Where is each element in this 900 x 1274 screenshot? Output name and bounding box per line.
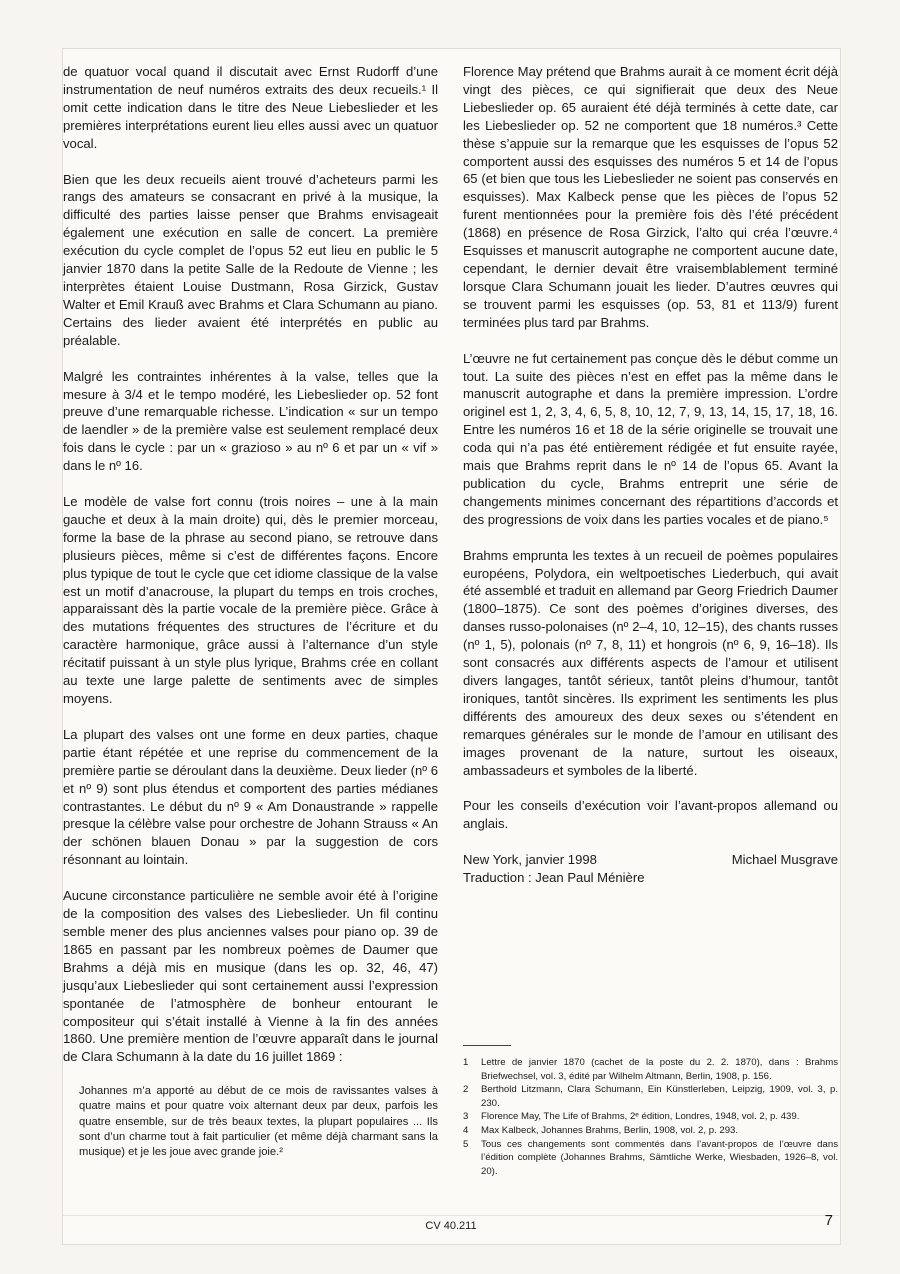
footnote-text: Lettre de janvier 1870 (cachet de la poste du 2. 2. 1870), dans : Brahms Briefwechsel, vol. 3, édité par Wilhelm Altmann, Berlin, 1908, p. 156. — [481, 1057, 838, 1082]
author-name: Michael Musgrave — [731, 852, 838, 868]
footnote-number: 1 — [463, 1057, 469, 1068]
footnote-number: 2 — [463, 1084, 469, 1096]
paragraph: L’œuvre ne fut certainement pas conçue dès le début comme un tout. La suite des pièces n’est en effet pas la même dans le manuscrit autographe et dans la première impression. L’ordre originel est 1, 2, 3, 4, 6, 5, 8, 10, 12, 7, 9, 13, 14, 15, 17, 18, 16. Entre les numéros 16 et 18 de la série originelle se trouvait une coda qui n’a pas été entièrement rédigée et fut ensuite rayée, mais que Brahms reprit dans le nº 14 de l’opus 65. Avant la publication du cycle, Brahms entreprit une série de changements minimes concernant des répartitions d’accords et des progressions de voix dans les parties vocales et de piano.⁵ — [463, 350, 838, 527]
footnote-number: 4 — [463, 1124, 469, 1136]
paragraph: Malgré les contraintes inhérentes à la valse, telles que la mesure à 3/4 et le tempo modéré, les Liebeslieder op. 52 font preuve d’une remarquable richesse. L’indication « sur un tempo de laendler » de la première valse est seulement remplacé deux fois dans le cycle : par un « grazioso » au nº 6 et par un « vif » dans le nº 16. — [63, 368, 438, 474]
footnote — [463, 1124, 838, 1138]
footnote — [463, 1083, 838, 1110]
footnote-text: Max Kalbeck, Johannes Brahms, Berlin, 1908, vol. 2, p. 293. — [481, 1124, 739, 1136]
footnote-number: 5 — [463, 1138, 469, 1150]
footnote-divider — [463, 1045, 511, 1046]
paragraph: Brahms emprunta les textes à un recueil de poèmes populaires européens, Polydora, ein weltpoetisches Liederbuch, qui avait été assemblé et traduit en allemand par Georg Friedrich Daumer (1800–1875). Ce sont des poèmes d’origines diverses, des danses russo-polonaises (nº 2–4, 10, 12–15), des chants russes (nº 1, 5), polonais (nº 7, 8, 11) et hongrois (nº 6, 9, 16–18). Ils sont consacrés aux différents aspects de l’amour et utilisent divers langages, tantôt sérieux, tantôt pleins d’humour, tantôt ironiques, tantôt sincères. Ils expriment les sentiments les plus différents des amoureux des deux sexes ou s’étendent en remarques générales sur le monde de l’amour en utilisant des images provenant de la nature, surtout les oiseaux, ambassadeurs et symboles de la liberté. — [463, 547, 838, 778]
footnotes — [463, 1045, 838, 1178]
footnote — [463, 1056, 838, 1083]
place-date: New York, janvier 1998 — [463, 852, 597, 868]
catalog-number: CV 40.211 — [425, 1220, 477, 1232]
footnote-text: Florence May, The Life of Brahms, 2ᵉ édition, Londres, 1948, vol. 2, p. 439. — [481, 1111, 800, 1123]
footnote — [463, 1110, 838, 1124]
paragraph: Aucune circonstance particulière ne semble avoir été à l’origine de la composition des valses des Liebeslieder. Un fil continu semble mener des plus anciennes valses pour piano op. 39 de 1865 en passant par les nombreux poèmes de Daumer que Brahms a déjà mis en musique (dans les op. 32, 46, 47) jusqu’aux Liebeslieder qui sont certainement aussi l’expression spontanée de l’atmosphère de bonheur entourant le compositeur qui s’était installé à Vienne à la fin des années 1860. Une première mention de l’œuvre apparaît dans le journal de Clara Schumann à la date du 16 juillet 1869 : — [63, 888, 438, 1065]
page-footer — [63, 1212, 839, 1242]
footnote-number: 3 — [463, 1111, 469, 1123]
page-number: 7 — [824, 1212, 833, 1229]
paragraph: Pour les conseils d’exécution voir l’avant-propos allemand ou anglais. — [463, 798, 838, 832]
left-column — [63, 63, 438, 1160]
translation-credit: Traduction : Jean Paul Ménière — [463, 870, 645, 886]
signature-line — [463, 851, 838, 869]
paragraph: Bien que les deux recueils aient trouvé d’acheteurs parmi les rangs des amateurs se consacrant en privé à la musique, la difficulté des parties laisse penser que Brahms envisageait également une exécution en salle de concert. La première exécution du cycle complet de l’opus 52 eut lieu en public le 5 janvier 1870 dans la petite Salle de la Redoute de Vienne ; les interprètes étaient Louise Dustmann, Rosa Girzick, Gustav Walter et Emil Krauß avec Brahms et Clara Schumann au piano. Certains des lieder avaient été interprétés en public au préalable. — [63, 171, 438, 348]
footnote-text: Tous ces changements sont commentés dans l’avant-propos de l’œuvre dans l’édition complète (Johannes Brahms, Sämtliche Werke, Wiesbaden, 1926–8, vol. 20). — [481, 1138, 838, 1177]
paragraph: Florence May prétend que Brahms aurait à ce moment écrit déjà vingt des pièces, ce qui signifierait que deux des Neue Liebeslieder op. 65 auraient été déjà terminés à cette date, car les Liebeslieder op. 52 ne comportent que 18 numéros.³ Cette thèse s’appuie sur la remarque que les esquisses de l’opus 52 comportent aussi des esquisses des numéros 5 et 14 de l’opus 65 (et bien que tous les Liebeslieder ne soient pas conservés en esquisses). Max Kalbeck pense que les pièces de l’opus 52 furent mentionnées pour la première fois dès l’été précédent (1868) en présence de Rosa Girzick, l’alto qui créa l’œuvre.⁴ Esquisses et manuscrit autographe ne comportent aucune date, cependant, le dernier devait être vraisemblablement terminé lorsque Clara Schumann jouait les lieder. D’autres œuvres qui se trouvent parmi les esquisses (op. 53, 81 et 113/9) furent terminées plus tard par Brahms. — [463, 64, 838, 330]
paragraph: de quatuor vocal quand il discutait avec Ernst Rudorff d’une instrumentation de neuf numéros extraits des deux recueils.¹ Il omit cette indication dans le titre des Neue Liebeslieder et les premières interprétations eurent lieu elles aussi avec un quatuor vocal. — [63, 64, 438, 151]
block-quote: Johannes m’a apporté au début de ce mois de ravissantes valses à quatre mains et pour quatre voix alternant deux par deux, parfois les quatre ensemble, sur de très beaux textes, la plupart populaires ... Ils sont d’un charme tout à fait particulier (et même déjà charmant sans la musique) et je les joue avec grande joie.² — [79, 1085, 438, 1159]
footnote-text: Berthold Litzmann, Clara Schumann, Ein Künstlerleben, Leipzig, 1909, vol. 3, p. 230. — [481, 1084, 838, 1109]
paragraph: Le modèle de valse fort connu (trois noires – une à la main gauche et deux à la main droite) qui, dès le premier morceau, forme la base de la phrase au second piano, se retrouve dans plusieurs pièces, même si c’est de différentes façons. Encore plus typique de tout le cycle que cet idiome classique de la valse est un motif d’anacrouse, la plupart du temps en trois croches, apparaissant dès la partie vocale de la première pièce. Grâce à des mutations fréquentes des structures de l’écriture et du caractère harmonique, grâce aussi à l’alternance d’un style récitatif puissant à un style plus lyrique, Brahms crée en collant au texte une large palette de sentiments avec de simples moyens. — [63, 494, 438, 706]
paragraph: La plupart des valses ont une forme en deux parties, chaque partie étant répétée et une reprise du commencement de la première partie se déroulant dans la deuxième. Deux lieder (nº 6 et nº 9) sont plus étendus et comportent des parties médianes contrastantes. Le début du nº 9 « Am Donaustrande » rappelle presque la célèbre valse pour orchestre de Johann Strauss « An der schönen blauen Donau » par la suggestion de cors résonnant au lointain. — [63, 726, 438, 868]
footnote — [463, 1138, 838, 1179]
right-column — [463, 63, 838, 887]
